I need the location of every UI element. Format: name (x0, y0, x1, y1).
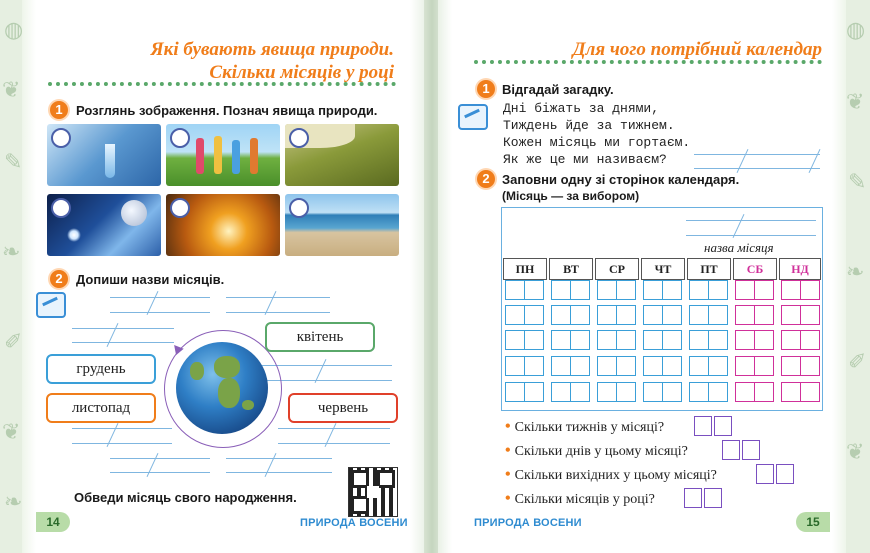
select-circle[interactable] (170, 198, 190, 218)
question-weeks: • Скільки тижнів у місяці? (505, 418, 665, 435)
calendar-day-cell[interactable] (597, 280, 617, 300)
calendar-day-cell[interactable] (616, 382, 636, 402)
write-pencil-icon (458, 104, 488, 130)
right-footer: ПРИРОДА ВОСЕНИ (474, 517, 582, 529)
calendar-day-cell[interactable] (643, 305, 663, 325)
calendar-day-cell[interactable] (643, 382, 663, 402)
calendar-day-cell[interactable] (754, 356, 774, 376)
calendar-day-cell[interactable] (754, 305, 774, 325)
writing-line[interactable] (110, 458, 210, 459)
question-text: Скільки місяців у році? (514, 492, 655, 507)
calendar-day-cell[interactable] (662, 356, 682, 376)
riddle-line-1: Дні біжать за днями, (503, 101, 660, 116)
writing-line[interactable] (72, 342, 174, 343)
select-circle[interactable] (51, 128, 71, 148)
calendar-day-cell[interactable] (551, 382, 571, 402)
pencil-doodle-icon: ✎ (848, 170, 867, 195)
leaf-doodle-icon: ❦ (846, 440, 865, 465)
calendar-day-cell[interactable] (800, 280, 820, 300)
calendar-day-cell[interactable] (524, 356, 544, 376)
answer-box[interactable] (742, 440, 760, 460)
calendar-day-cell[interactable] (689, 356, 709, 376)
calendar-day-cell[interactable] (800, 356, 820, 376)
calendar-day-cell[interactable] (570, 382, 590, 402)
day-header-tue: ВТ (549, 258, 593, 280)
calendar-day-cell[interactable] (570, 330, 590, 350)
select-circle[interactable] (289, 198, 309, 218)
calendar-day-cell[interactable] (781, 305, 801, 325)
calendar-day-cell[interactable] (708, 382, 728, 402)
calendar-day-cell[interactable] (754, 280, 774, 300)
task2-number: 2 (50, 270, 68, 288)
calendar-day-cell[interactable] (689, 382, 709, 402)
calendar-day-cell[interactable] (662, 382, 682, 402)
leaf-doodle-icon: ❧ (846, 260, 865, 285)
select-circle[interactable] (289, 128, 309, 148)
right-page-title: Для чого потрібний календар (572, 39, 822, 60)
photo-moon[interactable] (47, 194, 161, 256)
calendar-day-cell[interactable] (800, 305, 820, 325)
select-circle[interactable] (170, 128, 190, 148)
calendar-day-cell[interactable] (597, 382, 617, 402)
calendar-day-cell[interactable] (781, 356, 801, 376)
calendar-day-cell[interactable] (643, 330, 663, 350)
writing-line[interactable] (72, 443, 172, 444)
brush-doodle-icon: ✐ (4, 330, 23, 355)
writing-line[interactable] (110, 472, 210, 473)
day-header-fri: ПТ (687, 258, 731, 280)
task1-number: 1 (50, 101, 68, 119)
task2-subtext: (Місяць — за вибором) (502, 189, 640, 203)
calendar-day-cell[interactable] (505, 330, 525, 350)
calendar-day-cell[interactable] (754, 382, 774, 402)
writing-line[interactable] (278, 443, 390, 444)
answer-box[interactable] (704, 488, 722, 508)
answer-box[interactable] (776, 464, 794, 484)
calendar-day-cell[interactable] (597, 330, 617, 350)
calendar-day-cell[interactable] (781, 382, 801, 402)
title-line-2: Скільки місяців у році (209, 62, 394, 83)
riddle-line-4: Як же це ми називаєм? (503, 152, 667, 167)
leaf-doodle-icon: ❧ (4, 490, 23, 515)
task1-text: Відгадай загадку. (502, 82, 614, 97)
writing-line[interactable] (110, 297, 210, 298)
day-header-wed: СР (595, 258, 639, 280)
task2-number: 2 (477, 170, 495, 188)
answer-line[interactable] (694, 154, 820, 155)
task1-text: Розглянь зображення. Познач явища природи. (76, 103, 378, 118)
qr-code[interactable] (348, 467, 398, 517)
calendar-day-cell[interactable] (524, 330, 544, 350)
pencil-doodle-icon: ✎ (4, 150, 23, 175)
leaf-doodle-icon: ❦ (2, 420, 21, 445)
question-text: Скільки днів у цьому місяці? (514, 444, 688, 459)
earth-globe (176, 342, 268, 434)
calendar-day-cell[interactable] (570, 280, 590, 300)
calendar-day-cell[interactable] (781, 330, 801, 350)
calendar-day-cell[interactable] (735, 356, 755, 376)
answer-box[interactable] (714, 416, 732, 436)
month-name-line[interactable] (686, 235, 816, 236)
writing-line[interactable] (226, 297, 330, 298)
left-footer: ПРИРОДА ВОСЕНИ (300, 517, 408, 529)
writing-line[interactable] (226, 312, 330, 313)
writing-line[interactable] (262, 365, 392, 366)
writing-line[interactable] (110, 312, 210, 313)
calendar-day-cell[interactable] (616, 330, 636, 350)
calendar-day-cell[interactable] (708, 356, 728, 376)
calendar-day-cell[interactable] (643, 356, 663, 376)
birth-month-task: Обведи місяць свого народження. (74, 490, 297, 505)
calendar-day-cell[interactable] (735, 330, 755, 350)
leaf-doodle-icon: ❦ (2, 78, 21, 103)
title-divider (48, 82, 396, 86)
day-header-sun: НД (779, 258, 821, 280)
calendar-day-cell[interactable] (689, 305, 709, 325)
calendar-day-cell[interactable] (570, 305, 590, 325)
month-name-line[interactable] (686, 220, 816, 221)
calendar-day-cell[interactable] (735, 280, 755, 300)
calendar-day-cell[interactable] (505, 356, 525, 376)
leaf-doodle-icon: ❧ (2, 240, 21, 265)
calendar-day-cell[interactable] (689, 280, 709, 300)
day-header-mon: ПН (503, 258, 547, 280)
calendar-day-cell[interactable] (800, 330, 820, 350)
calendar-day-cell[interactable] (505, 305, 525, 325)
left-page-title (120, 38, 394, 84)
riddle-line-2: Тиждень йде за тижнем. (503, 118, 675, 133)
calendar-day-cell[interactable] (735, 382, 755, 402)
page-number-left: 14 (36, 512, 70, 532)
calendar-day-cell[interactable] (708, 305, 728, 325)
brush-doodle-icon: ✐ (848, 350, 867, 375)
task2-text: Допиши назви місяців. (76, 272, 225, 287)
calendar-day-cell[interactable] (781, 280, 801, 300)
calendar-day-cell[interactable] (597, 356, 617, 376)
answer-box[interactable] (722, 440, 740, 460)
day-header-thu: ЧТ (641, 258, 685, 280)
calendar-day-cell[interactable] (689, 330, 709, 350)
calendar-day-cell[interactable] (616, 280, 636, 300)
task2-text: Заповни одну зі сторінок календаря. (502, 172, 740, 187)
question-months: • Скільки місяців у році? (505, 490, 655, 507)
globe-doodle-icon: ◍ (846, 18, 866, 43)
month-name-label: назва місяця (704, 240, 774, 255)
calendar-day-cell[interactable] (662, 330, 682, 350)
answer-line[interactable] (694, 168, 820, 169)
photo-icicle[interactable] (47, 124, 161, 186)
title-divider (474, 60, 822, 64)
calendar-day-cell[interactable] (551, 280, 571, 300)
writing-line[interactable] (226, 472, 332, 473)
page-number-right: 15 (796, 512, 830, 532)
calendar-day-cell[interactable] (551, 305, 571, 325)
calendar-day-cell[interactable] (708, 280, 728, 300)
photo-sea[interactable] (285, 194, 399, 256)
calendar-day-cell[interactable] (597, 305, 617, 325)
month-april[interactable]: квітень (265, 322, 375, 352)
photo-autumn-forest[interactable] (166, 194, 280, 256)
answer-box[interactable] (694, 416, 712, 436)
calendar-day-cell[interactable] (570, 356, 590, 376)
calendar-day-cell[interactable] (616, 305, 636, 325)
write-pencil-icon (36, 292, 66, 318)
calendar-day-cell[interactable] (524, 280, 544, 300)
calendar-day-cell[interactable] (505, 382, 525, 402)
month-november[interactable]: листопад (46, 393, 156, 423)
calendar-day-cell[interactable] (662, 280, 682, 300)
answer-box[interactable] (756, 464, 774, 484)
select-circle[interactable] (51, 198, 71, 218)
leaf-doodle-icon: ❦ (846, 90, 865, 115)
calendar-day-cell[interactable] (800, 382, 820, 402)
question-text: Скільки тижнів у місяці? (514, 420, 665, 435)
calendar-day-cell[interactable] (708, 330, 728, 350)
calendar-day-cell[interactable] (662, 305, 682, 325)
calendar-day-cell[interactable] (735, 305, 755, 325)
calendar-day-cell[interactable] (505, 280, 525, 300)
calendar-day-cell[interactable] (524, 382, 544, 402)
writing-line[interactable] (226, 458, 332, 459)
question-text: Скільки вихідних у цьому місяці? (514, 468, 717, 483)
calendar-day-cell[interactable] (551, 356, 571, 376)
writing-line[interactable] (72, 428, 172, 429)
calendar-day-cell[interactable] (754, 330, 774, 350)
answer-box[interactable] (684, 488, 702, 508)
question-weekends: • Скільки вихідних у цьому місяці? (505, 466, 717, 483)
title-line-1: Які бувають явища природи. (150, 39, 394, 60)
photo-children[interactable] (166, 124, 280, 186)
calendar-day-cell[interactable] (643, 280, 663, 300)
globe-doodle-icon: ◍ (4, 18, 24, 43)
month-june[interactable]: червень (288, 393, 398, 423)
month-december[interactable]: грудень (46, 354, 156, 384)
calendar-day-cell[interactable] (524, 305, 544, 325)
calendar-day-cell[interactable] (551, 330, 571, 350)
day-header-sat: СБ (733, 258, 777, 280)
question-days: • Скільки днів у цьому місяці? (505, 442, 688, 459)
calendar-day-cell[interactable] (616, 356, 636, 376)
riddle-line-3: Кожен місяць ми гортаєм. (503, 135, 691, 150)
photo-rain[interactable] (285, 124, 399, 186)
task1-number: 1 (477, 80, 495, 98)
writing-line[interactable] (72, 328, 174, 329)
